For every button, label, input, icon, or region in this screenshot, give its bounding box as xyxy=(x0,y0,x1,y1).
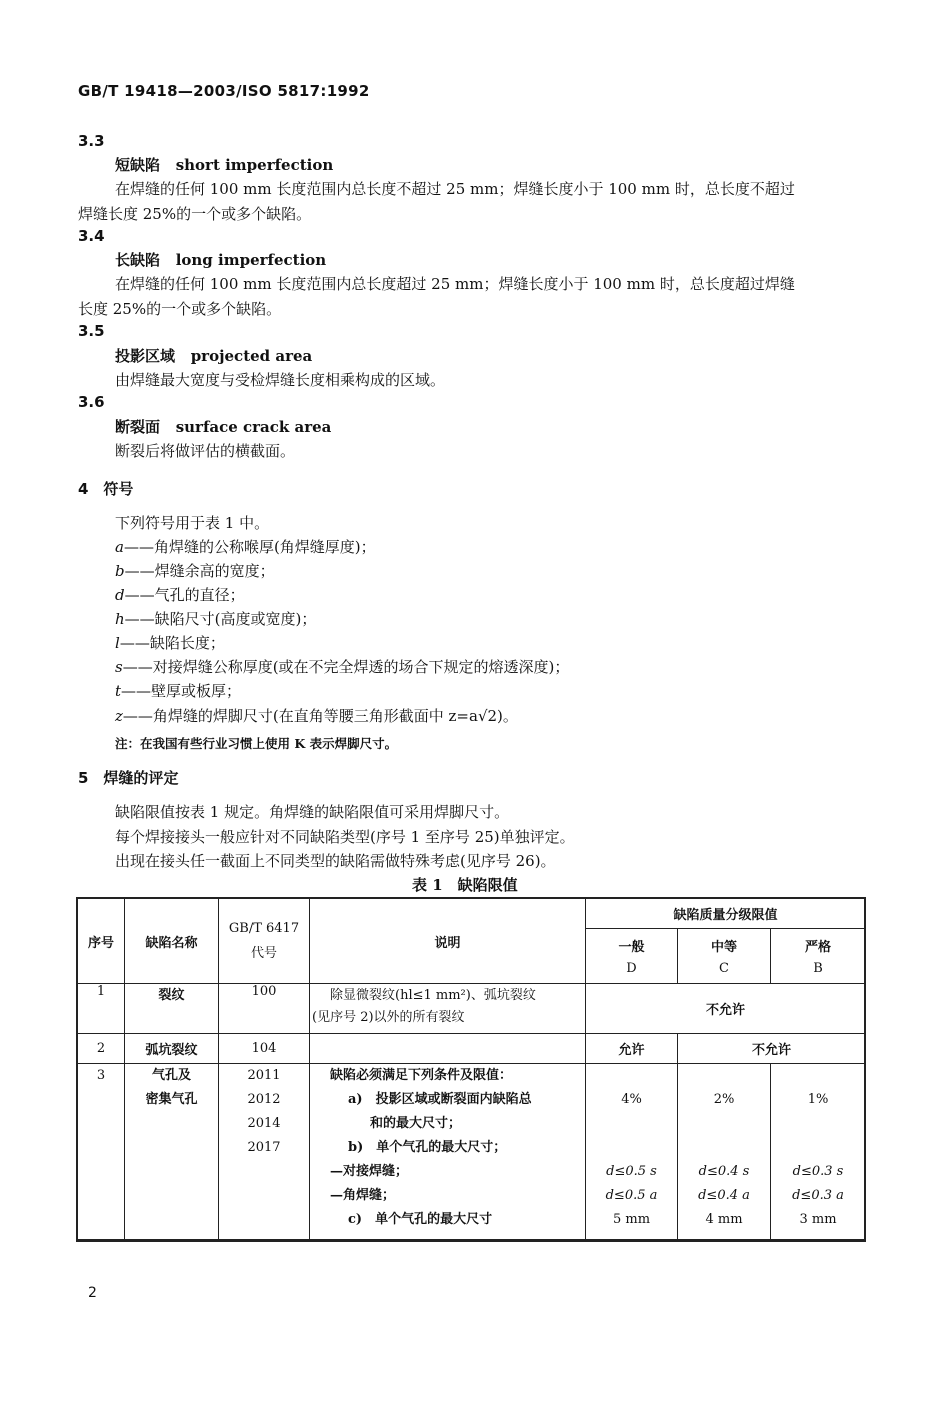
header-name: 缺陷名称 xyxy=(125,899,219,984)
symbol-letter: s xyxy=(115,658,123,676)
definition-text: 在焊缝的任何 100 mm 长度范围内总长度不超过 25 mm；焊缝长度小于 100 mm 时，总长度不超过 xyxy=(115,180,795,198)
symbol-item xyxy=(115,584,245,605)
limit-value: 2% xyxy=(713,1092,735,1107)
table-row xyxy=(78,1034,866,1064)
desc-line: 和的最大尺寸； xyxy=(370,1116,462,1131)
row-no: 1 xyxy=(78,984,125,1034)
table-caption: 表 1 缺陷限值 xyxy=(412,876,518,894)
limit-value: d≤0.3 s xyxy=(792,1164,844,1179)
name-line: 气孔及 xyxy=(151,1068,191,1083)
row-no: 3 xyxy=(78,1064,125,1240)
limit-value: 4% xyxy=(621,1092,642,1107)
limit-value: d≤0.5 a xyxy=(605,1188,658,1203)
row-code: 104 xyxy=(219,1034,310,1064)
table-header-row xyxy=(78,899,866,929)
header-code-line1: GB/T 6417 xyxy=(228,921,300,936)
symbol-definition: ——焊缝余高的宽度； xyxy=(124,562,275,580)
row-limit-d: 允许 xyxy=(586,1034,678,1064)
header-limits: 缺陷质量分级限值 xyxy=(586,899,866,929)
symbol-item xyxy=(115,656,569,677)
level-name: 中等 xyxy=(710,940,737,955)
symbol-definition: ——气孔的直径； xyxy=(124,586,245,604)
term-cn: 短缺陷 xyxy=(115,156,161,174)
desc-line: —对接焊缝； xyxy=(330,1164,409,1179)
limit-value: 3 mm xyxy=(799,1212,837,1227)
row-limit-d xyxy=(586,1064,678,1240)
symbol-item xyxy=(115,536,376,557)
symbol-definition: ——对接焊缝公称厚度(或在不完全焊透的场合下规定的熔透深度)； xyxy=(122,658,570,676)
row-limit-b xyxy=(771,1064,866,1240)
definition-text: 焊缝长度 25%的一个或多个缺陷。 xyxy=(78,205,312,223)
symbols-intro: 下列符号用于表 1 中。 xyxy=(115,514,270,532)
limit-value: 1% xyxy=(807,1092,829,1107)
symbol-letter: t xyxy=(115,682,122,700)
table-row xyxy=(78,1064,866,1240)
section-number: 3.3 xyxy=(78,132,105,150)
level-name: 一般 xyxy=(618,940,645,955)
symbol-letter: h xyxy=(115,610,125,628)
table-row xyxy=(78,984,866,1034)
symbol-letter: b xyxy=(115,562,125,580)
level-code: D xyxy=(626,961,637,976)
symbol-letter: l xyxy=(115,634,120,652)
symbol-letter: a xyxy=(115,538,124,556)
row-code xyxy=(219,1064,310,1240)
symbol-item xyxy=(115,680,241,701)
row-limit-cb: 不允许 xyxy=(678,1034,866,1064)
term-heading xyxy=(115,416,331,437)
desc-line: (见序号 2)以外的所有裂纹 xyxy=(312,1010,465,1025)
row-name xyxy=(125,1064,219,1240)
term-cn: 长缺陷 xyxy=(115,251,161,269)
symbol-item xyxy=(115,632,225,653)
header-code-line2: 代号 xyxy=(250,946,277,961)
symbol-definition: ——缺陷长度； xyxy=(119,634,225,652)
symbol-item xyxy=(115,608,316,629)
symbol-definition: ——缺陷尺寸(高度或宽度)； xyxy=(124,610,317,628)
row-code: 100 xyxy=(219,984,310,1034)
symbol-letter: d xyxy=(115,586,125,604)
row-limit-c xyxy=(678,1064,771,1240)
symbol-item xyxy=(115,560,275,581)
symbol-definition: ——壁厚或板厚； xyxy=(121,682,242,700)
row-name: 弧坑裂纹 xyxy=(125,1034,219,1064)
definition-text: 由焊缝最大宽度与受检焊缝长度相乘构成的区域。 xyxy=(115,371,446,389)
level-code: B xyxy=(813,961,823,976)
term-cn: 投影区域 xyxy=(115,347,176,365)
evaluation-paragraph: 出现在接头任一截面上不同类型的缺陷需做特殊考虑(见序号 26)。 xyxy=(115,852,556,870)
symbol-letter: z xyxy=(115,707,123,725)
header-desc: 说明 xyxy=(310,899,586,984)
code-line: 2011 xyxy=(247,1068,281,1083)
row-name: 裂纹 xyxy=(125,984,219,1034)
limit-value: 5 mm xyxy=(612,1212,651,1227)
header-strict xyxy=(771,929,866,984)
code-line: 2017 xyxy=(247,1140,281,1155)
term-en: short imperfection xyxy=(175,156,334,174)
limit-value: 4 mm xyxy=(705,1212,743,1227)
document-header: GB/T 19418—2003/ISO 5817:1992 xyxy=(78,82,370,100)
term-heading xyxy=(115,249,326,270)
defect-limits-table xyxy=(77,898,866,1240)
desc-line: c) 单个气孔的最大尺寸 xyxy=(348,1212,493,1227)
desc-line: 缺陷必须满足下列条件及限值： xyxy=(330,1068,513,1083)
level-code: C xyxy=(719,961,729,976)
code-line: 2012 xyxy=(247,1092,281,1107)
desc-line: —角焊缝； xyxy=(330,1188,396,1203)
header-code xyxy=(219,899,310,984)
evaluation-paragraph: 每个焊接接头一般应针对不同缺陷类型(序号 1 至序号 25)单独评定。 xyxy=(115,828,575,846)
note-text: 注：在我国有些行业习惯上使用 K 表示焊脚尺寸。 xyxy=(115,736,398,751)
row-no: 2 xyxy=(78,1034,125,1064)
section-number: 3.4 xyxy=(78,227,105,245)
row-desc-empty xyxy=(310,1034,586,1064)
header-medium xyxy=(678,929,771,984)
term-en: projected area xyxy=(190,347,313,365)
symbol-item xyxy=(115,705,518,726)
row-limit-all: 不允许 xyxy=(586,984,866,1034)
symbol-definition: ——角焊缝的焊脚尺寸(在直角等腰三角形截面中 z=a√2)。 xyxy=(122,707,518,725)
term-heading xyxy=(115,154,333,175)
definition-text: 长度 25%的一个或多个缺陷。 xyxy=(78,300,282,318)
desc-line: a) 投影区域或断裂面内缺陷总 xyxy=(348,1092,532,1107)
level-name: 严格 xyxy=(805,940,832,955)
header-no: 序号 xyxy=(78,899,125,984)
term-en: long imperfection xyxy=(175,251,327,269)
limit-value: d≤0.4 a xyxy=(698,1188,750,1203)
row-desc xyxy=(310,984,586,1034)
limit-value: d≤0.3 a xyxy=(792,1188,844,1203)
evaluation-paragraph: 缺陷限值按表 1 规定。角焊缝的缺陷限值可采用焊脚尺寸。 xyxy=(115,803,510,821)
term-heading xyxy=(115,345,312,366)
limit-value: d≤0.4 s xyxy=(698,1164,750,1179)
section-number: 3.5 xyxy=(78,322,105,340)
section-heading-evaluation: 5 焊缝的评定 xyxy=(78,769,179,787)
page-number: 2 xyxy=(88,1285,97,1301)
definition-text: 断裂后将做评估的横截面。 xyxy=(115,442,296,460)
code-line: 2014 xyxy=(247,1116,281,1131)
limit-value: d≤0.5 s xyxy=(606,1164,657,1179)
section-heading-symbols: 4 符号 xyxy=(78,480,134,498)
name-line: 密集气孔 xyxy=(145,1092,198,1107)
term-en: surface crack area xyxy=(175,418,332,436)
header-general xyxy=(586,929,678,984)
symbol-definition: ——角焊缝的公称喉厚(角焊缝厚度)； xyxy=(123,538,376,556)
desc-line: 除显微裂纹(hl≤1 mm²)、弧坑裂纹 xyxy=(330,988,536,1003)
section-number: 3.6 xyxy=(78,393,105,411)
definition-text: 在焊缝的任何 100 mm 长度范围内总长度超过 25 mm；焊缝长度小于 100 mm 时，总长度超过焊缝 xyxy=(115,275,795,293)
desc-line: b) 单个气孔的最大尺寸； xyxy=(348,1140,507,1155)
row-desc xyxy=(310,1064,586,1240)
term-cn: 断裂面 xyxy=(115,418,161,436)
